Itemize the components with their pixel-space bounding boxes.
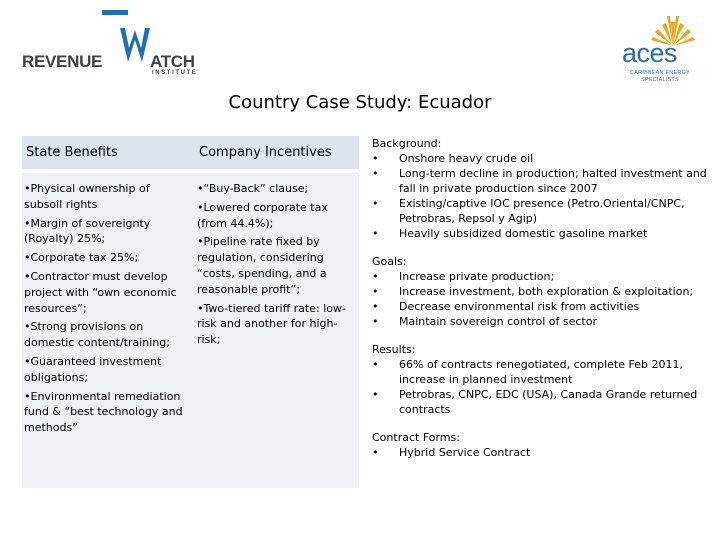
revenue-watch-logo — [22, 10, 202, 80]
page-title: Country Case Study: Ecuador — [228, 92, 492, 113]
logo-w-mark — [118, 28, 152, 62]
list-item: •Lowered corporate tax (from 44.4%); — [197, 200, 328, 230]
header-state-benefits: State Benefits — [26, 145, 118, 160]
list-item: • Maintain sovereign control of sector — [372, 314, 707, 329]
list-item: •Contractor must develop project with “own economic resources”; — [24, 269, 177, 315]
list-item: •Corporate tax 25%; — [24, 251, 139, 265]
aces-tagline: CARIBBEAN ENERGY SPECIALISTS — [630, 70, 690, 83]
section-contract-forms — [372, 430, 707, 460]
list-item: •Environmental remediation fund & “best technology and methods” — [24, 389, 183, 435]
section-heading: Background: — [372, 137, 442, 150]
logo-text-institute: INSTITUTE — [152, 70, 198, 76]
list-item: • Decrease environmental risk from activities — [372, 299, 707, 314]
list-item: • 66% of contracts renegotiated, complete Feb 2011, increase in planned investment — [372, 357, 707, 387]
list-item: • Long-term decline in production; halted investment and fall in private production since 2007 — [372, 166, 707, 196]
section-heading: Contract Forms: — [372, 431, 460, 444]
list-item: • Existing/captive IOC presence (Petro.Oriental/CNPC, Petrobras, Repsol y Agip) — [372, 196, 707, 226]
section-goals — [372, 254, 707, 329]
table-body — [22, 173, 359, 488]
list-item: •Strong provisions on domestic content/training; — [24, 320, 170, 350]
logo-accent-bar — [102, 10, 128, 15]
logo-text-watch: ATCH — [150, 52, 195, 71]
list-item: • Heavily subsidized domestic gasoline market — [372, 226, 707, 241]
list-item: • Petrobras, CNPC, EDC (USA), Canada Grande returned contracts — [372, 387, 707, 417]
section-results — [372, 342, 707, 417]
section-heading: Goals: — [372, 255, 407, 268]
list-item: • Increase investment, both exploration & exploitation; — [372, 284, 707, 299]
header-company-incentives: Company Incentives — [199, 145, 332, 160]
list-item: • Onshore heavy crude oil — [372, 151, 707, 166]
aces-logo — [612, 8, 702, 88]
list-item: •Two-tiered tariff rate: low-risk and another for high-risk; — [197, 301, 346, 347]
case-study-details — [372, 136, 707, 473]
list-item: • Hybrid Service Contract — [372, 445, 707, 460]
list-item: •“Buy-Back” clause; — [197, 182, 309, 195]
company-incentives-column — [197, 181, 359, 351]
list-item: •Physical ownership of subsoil rights — [24, 182, 150, 211]
aces-wordmark: aces — [622, 38, 678, 68]
list-item: •Guaranteed investment obligations; — [24, 354, 162, 384]
section-heading: Results: — [372, 343, 416, 356]
table-header — [22, 136, 359, 169]
state-benefits-column — [24, 181, 189, 439]
section-background — [372, 136, 707, 241]
list-item: • Increase private production; — [372, 269, 707, 284]
list-item: •Margin of sovereignty (Royalty) 25%; — [24, 216, 151, 246]
logo-text-revenue: REVENUE — [22, 52, 103, 71]
list-item: •Pipeline rate fixed by regulation, considering “costs, spending, and a reasonable profit”; — [197, 235, 327, 296]
